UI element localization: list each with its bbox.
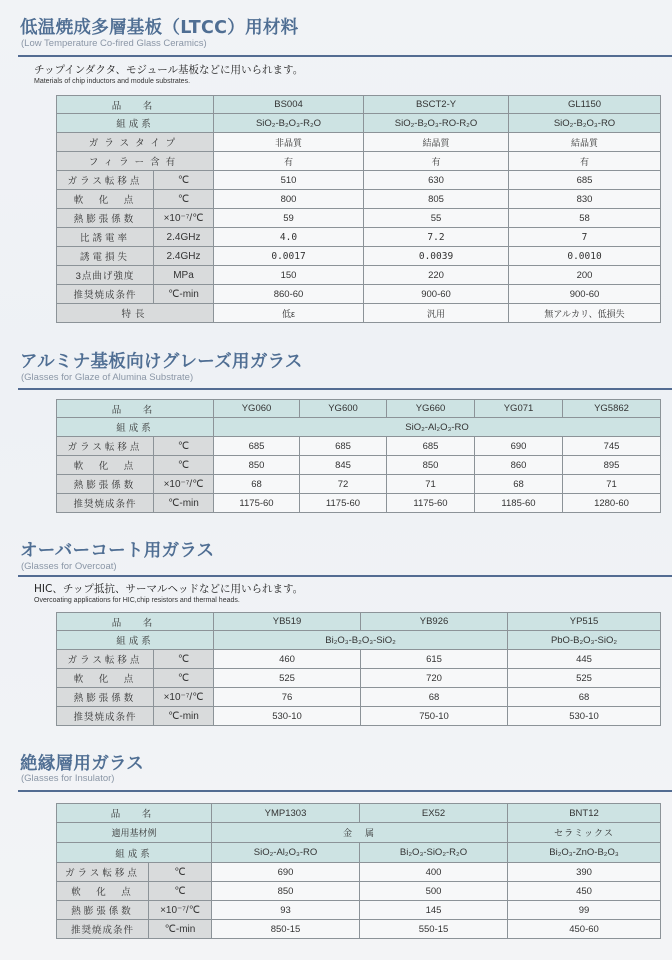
softening-value: 860: [475, 456, 563, 475]
firing-value: 450-60: [508, 920, 661, 939]
bending-value: 220: [364, 266, 509, 285]
unit-expansion: ×10⁻⁷/℃: [154, 209, 214, 228]
softening-value: 850: [212, 882, 360, 901]
filler-value: 有: [364, 152, 509, 171]
table-row-composition: [57, 418, 661, 437]
label-loss: 誘電損失: [57, 247, 154, 266]
table-row-firing: [57, 920, 661, 939]
tg-value: 685: [214, 437, 300, 456]
softening-value: 850: [387, 456, 475, 475]
unit-permittivity: 2.4GHz: [154, 228, 214, 247]
expansion-value: 68: [361, 688, 508, 707]
bending-value: 150: [214, 266, 364, 285]
table-row-firing: [57, 707, 661, 726]
composition-value: PbO-B₂O₃-SiO₂: [508, 631, 661, 650]
expansion-value: 68: [508, 688, 661, 707]
section-subtitle-overcoat: (Glasses for Overcoat): [21, 561, 117, 572]
label-substrate: 適用基材例: [57, 823, 212, 843]
table-row-filler: [57, 152, 661, 171]
table-row-composition: [57, 843, 661, 863]
firing-value: 860-60: [214, 285, 364, 304]
firing-value: 1175-60: [214, 494, 300, 513]
label-expansion: 熱膨張係数: [57, 209, 154, 228]
glass-type-value: 結晶質: [509, 133, 661, 152]
unit-firing: ℃-min: [154, 494, 214, 513]
product-name: EX52: [360, 804, 508, 823]
label-softening: 軟 化 点: [57, 882, 149, 901]
firing-value: 530-10: [508, 707, 661, 726]
section-rule: [18, 55, 672, 57]
table-row-product: [57, 804, 661, 823]
table-row-firing: [57, 494, 661, 513]
label-composition: 組成系: [57, 418, 214, 437]
tg-value: 685: [387, 437, 475, 456]
table-row-softening: [57, 456, 661, 475]
table-row-bending: [57, 266, 661, 285]
loss-value: 0.0039: [364, 247, 509, 266]
table-row-substrate: [57, 823, 661, 843]
section-title-ltcc: 低温焼成多層基板（LTCC）用材料: [20, 18, 299, 38]
product-name: YG660: [387, 400, 475, 418]
product-name: BSCT2-Y: [364, 96, 509, 114]
insulator-spec-table: [56, 803, 661, 939]
firing-value: 530-10: [214, 707, 361, 726]
label-softening: 軟 化 点: [57, 669, 154, 688]
tg-value: 510: [214, 171, 364, 190]
expansion-value: 71: [387, 475, 475, 494]
composition-value: Bi₂O₃-ZnO-B₂O₃: [508, 843, 661, 863]
label-filler: フィラー含有: [57, 152, 214, 171]
tg-value: 745: [563, 437, 661, 456]
table-row-expansion: [57, 901, 661, 920]
section-subtitle-glaze: (Glasses for Glaze of Alumina Substrate): [21, 372, 194, 383]
table-row-product: [57, 400, 661, 418]
expansion-value: 55: [364, 209, 509, 228]
expansion-value: 58: [509, 209, 661, 228]
table-row-glass-type: [57, 133, 661, 152]
product-name: YB926: [361, 613, 508, 631]
unit-softening: ℃: [154, 456, 214, 475]
firing-value: 850-15: [212, 920, 360, 939]
product-name: YP515: [508, 613, 661, 631]
unit-firing: ℃-min: [149, 920, 212, 939]
firing-value: 1175-60: [387, 494, 475, 513]
composition-value: SiO₂-Al₂O₃-RO: [212, 843, 360, 863]
firing-value: 1280-60: [563, 494, 661, 513]
unit-softening: ℃: [154, 669, 214, 688]
feature-value: 無アルカリ、低損失: [509, 304, 661, 323]
firing-value: 750-10: [361, 707, 508, 726]
unit-softening: ℃: [149, 882, 212, 901]
feature-value: 汎用: [364, 304, 509, 323]
section-rule: [18, 388, 672, 390]
expansion-value: 71: [563, 475, 661, 494]
section-description-jp: HIC、チップ抵抗、サーマルヘッドなどに用いられます。: [34, 583, 304, 595]
softening-value: 850: [214, 456, 300, 475]
table-row-product: [57, 613, 661, 631]
feature-value: 低ε: [214, 304, 364, 323]
glass-type-value: 非晶質: [214, 133, 364, 152]
label-tg: ガラス転移点: [57, 437, 154, 456]
tg-value: 630: [364, 171, 509, 190]
tg-value: 390: [508, 863, 661, 882]
unit-loss: 2.4GHz: [154, 247, 214, 266]
table-row-loss: [57, 247, 661, 266]
product-name: GL1150: [509, 96, 661, 114]
label-softening: 軟 化 点: [57, 456, 154, 475]
expansion-value: 93: [212, 901, 360, 920]
composition-value: SiO₂-B₂O₃-RO: [509, 114, 661, 133]
label-tg: ガラス転移点: [57, 863, 149, 882]
permittivity-value: 7: [509, 228, 661, 247]
expansion-value: 59: [214, 209, 364, 228]
table-row-expansion: [57, 475, 661, 494]
section-description-en: Materials of chip inductors and module substrates.: [34, 78, 191, 85]
table-row-composition: [57, 114, 661, 133]
tg-value: 685: [509, 171, 661, 190]
expansion-value: 68: [475, 475, 563, 494]
label-composition: 組成系: [57, 843, 212, 863]
softening-value: 525: [508, 669, 661, 688]
softening-value: 805: [364, 190, 509, 209]
unit-tg: ℃: [154, 650, 214, 669]
softening-value: 800: [214, 190, 364, 209]
label-expansion: 熱膨張係数: [57, 688, 154, 707]
overcoat-spec-table: [56, 612, 661, 726]
product-name: YB519: [214, 613, 361, 631]
composition-value: SiO₂-Al₂O₃-RO: [214, 418, 661, 437]
label-glass-type: ガラスタイプ: [57, 133, 214, 152]
expansion-value: 99: [508, 901, 661, 920]
composition-value: Bi₂O₃-SiO₂-R₂O: [360, 843, 508, 863]
unit-firing: ℃-min: [154, 285, 214, 304]
firing-value: 900-60: [509, 285, 661, 304]
softening-value: 845: [300, 456, 387, 475]
glaze-spec-table: [56, 399, 661, 513]
firing-value: 1175-60: [300, 494, 387, 513]
product-name: YMP1303: [212, 804, 360, 823]
softening-value: 720: [361, 669, 508, 688]
label-bending: 3点曲げ強度: [57, 266, 154, 285]
label-permittivity: 比誘電率: [57, 228, 154, 247]
label-firing: 推奨焼成条件: [57, 494, 154, 513]
expansion-value: 68: [214, 475, 300, 494]
unit-firing: ℃-min: [154, 707, 214, 726]
table-row-softening: [57, 669, 661, 688]
unit-expansion: ×10⁻⁷/℃: [149, 901, 212, 920]
composition-value: Bi₂O₃-B₂O₃-SiO₂: [214, 631, 508, 650]
tg-value: 400: [360, 863, 508, 882]
table-row-composition: [57, 631, 661, 650]
table-row-tg: [57, 437, 661, 456]
substrate-value: セラミックス: [508, 823, 661, 843]
firing-value: 550-15: [360, 920, 508, 939]
softening-value: 450: [508, 882, 661, 901]
section-description-en: Overcoating applications for HIC,chip resistors and thermal heads.: [34, 597, 240, 604]
product-name: YG600: [300, 400, 387, 418]
label-composition: 組成系: [57, 631, 214, 650]
label-product: 品 名: [57, 400, 214, 418]
composition-value: SiO₂-B₂O₃-RO-R₂O: [364, 114, 509, 133]
table-row-expansion: [57, 688, 661, 707]
tg-value: 685: [300, 437, 387, 456]
section-title-overcoat: オーバーコート用ガラス: [20, 541, 215, 561]
table-row-product: [57, 96, 661, 114]
glass-type-value: 結晶質: [364, 133, 509, 152]
tg-value: 615: [361, 650, 508, 669]
table-row-firing: [57, 285, 661, 304]
product-name: YG060: [214, 400, 300, 418]
permittivity-value: 4.0: [214, 228, 364, 247]
table-row-permittivity: [57, 228, 661, 247]
label-tg: ガラス転移点: [57, 171, 154, 190]
softening-value: 500: [360, 882, 508, 901]
section-description-jp: チップインダクタ、モジュール基板などに用いられます。: [34, 64, 304, 76]
label-expansion: 熱膨張係数: [57, 475, 154, 494]
ltcc-spec-table: [56, 95, 661, 323]
product-name: YG071: [475, 400, 563, 418]
tg-value: 690: [475, 437, 563, 456]
section-rule: [18, 790, 672, 792]
firing-value: 1185-60: [475, 494, 563, 513]
product-name: YG5862: [563, 400, 661, 418]
expansion-value: 76: [214, 688, 361, 707]
label-product: 品 名: [57, 613, 214, 631]
unit-softening: ℃: [154, 190, 214, 209]
label-firing: 推奨焼成条件: [57, 920, 149, 939]
tg-value: 690: [212, 863, 360, 882]
label-firing: 推奨焼成条件: [57, 707, 154, 726]
label-product: 品 名: [57, 804, 212, 823]
label-feature: 特長: [57, 304, 214, 323]
firing-value: 900-60: [364, 285, 509, 304]
bending-value: 200: [509, 266, 661, 285]
label-expansion: 熱膨張係数: [57, 901, 149, 920]
filler-value: 有: [509, 152, 661, 171]
softening-value: 895: [563, 456, 661, 475]
unit-tg: ℃: [154, 437, 214, 456]
table-row-tg: [57, 650, 661, 669]
unit-bending: MPa: [154, 266, 214, 285]
label-softening: 軟 化 点: [57, 190, 154, 209]
loss-value: 0.0017: [214, 247, 364, 266]
section-subtitle-insulator: (Glasses for Insulator): [21, 773, 115, 784]
table-row-tg: [57, 171, 661, 190]
section-title-insulator: 絶縁層用ガラス: [20, 754, 145, 774]
product-name: BS004: [214, 96, 364, 114]
section-rule: [18, 575, 672, 577]
label-composition: 組成系: [57, 114, 214, 133]
expansion-value: 72: [300, 475, 387, 494]
table-row-softening: [57, 882, 661, 901]
table-row-expansion: [57, 209, 661, 228]
loss-value: 0.0010: [509, 247, 661, 266]
tg-value: 445: [508, 650, 661, 669]
unit-expansion: ×10⁻⁷/℃: [154, 475, 214, 494]
section-title-glaze: アルミナ基板向けグレーズ用ガラス: [20, 352, 303, 372]
label-tg: ガラス転移点: [57, 650, 154, 669]
expansion-value: 145: [360, 901, 508, 920]
label-product: 品 名: [57, 96, 214, 114]
substrate-value: 金 属: [212, 823, 508, 843]
softening-value: 525: [214, 669, 361, 688]
permittivity-value: 7.2: [364, 228, 509, 247]
table-row-softening: [57, 190, 661, 209]
unit-tg: ℃: [149, 863, 212, 882]
tg-value: 460: [214, 650, 361, 669]
unit-expansion: ×10⁻⁷/℃: [154, 688, 214, 707]
softening-value: 830: [509, 190, 661, 209]
table-row-tg: [57, 863, 661, 882]
filler-value: 有: [214, 152, 364, 171]
unit-tg: ℃: [154, 171, 214, 190]
table-row-feature: [57, 304, 661, 323]
product-name: BNT12: [508, 804, 661, 823]
composition-value: SiO₂-B₂O₃-R₂O: [214, 114, 364, 133]
label-firing: 推奨焼成条件: [57, 285, 154, 304]
section-subtitle-ltcc: (Low Temperature Co-fired Glass Ceramics): [21, 38, 207, 49]
